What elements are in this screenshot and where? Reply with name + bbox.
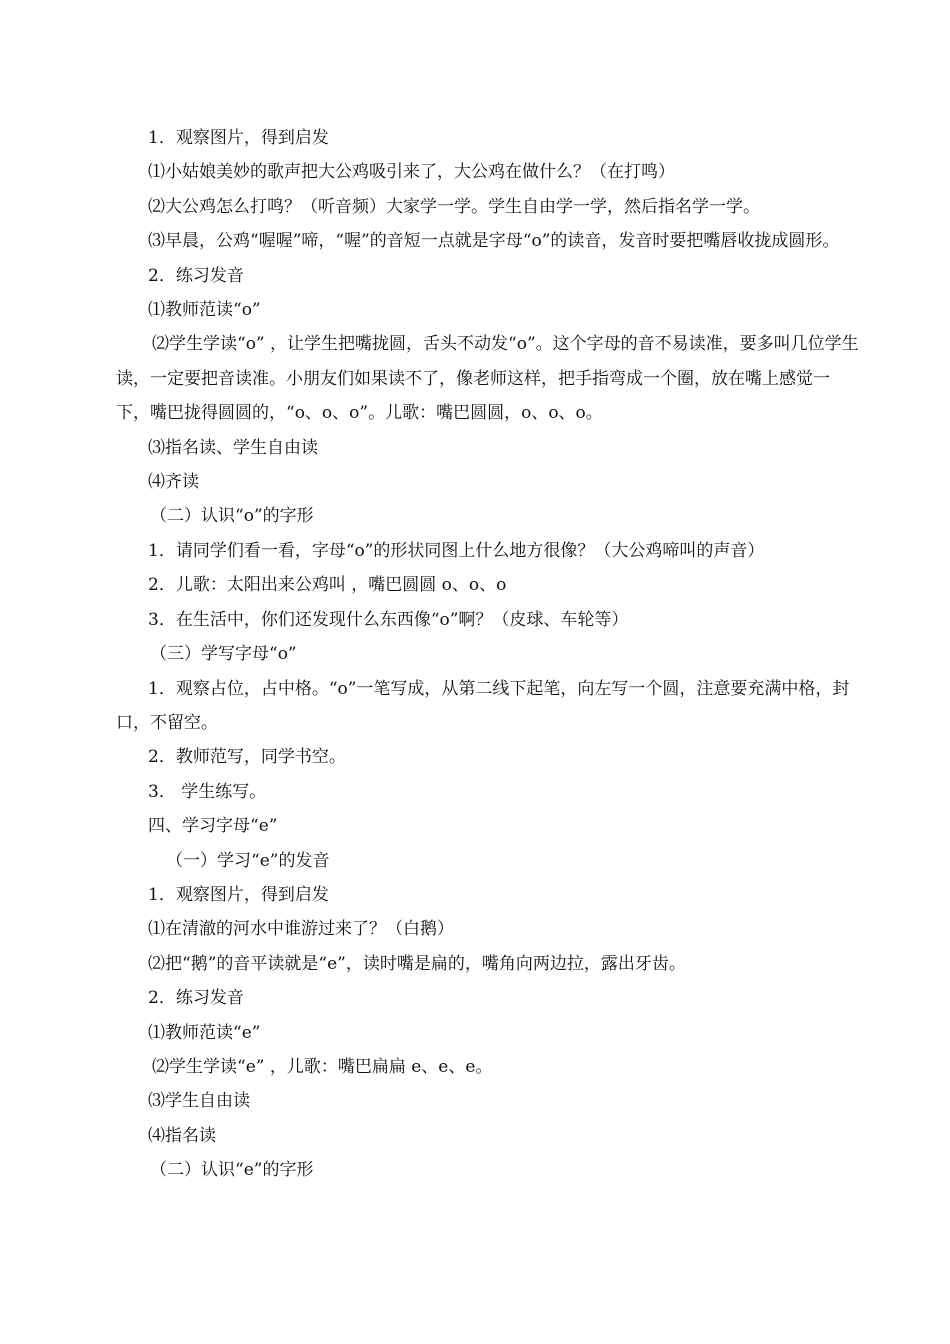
paragraph: 2．教师范写，同学书空。 [148,747,346,768]
paragraph: （三）学写字母“o” [150,644,297,665]
paragraph: （一）学习“e”的发音 [166,850,330,871]
paragraph: ⑶指名读、学生自由读 [148,437,318,458]
paragraph: 1．观察图片，得到启发 [148,884,329,905]
paragraph: （二）认识“o”的字形 [150,506,314,527]
document-body [116,121,862,1188]
paragraph: ⑶学生自由读 [148,1091,250,1112]
paragraph: 3．在生活中，你们还发现什么东西像“o”啊？（皮球、车轮等） [148,609,629,630]
paragraph: ⑶早晨，公鸡“喔喔”啼，“喔”的音短一点就是字母“o”的读音，发音时要把嘴唇收拢成圆形。 [148,231,840,252]
paragraph: 3． 学生练写。 [148,781,267,802]
paragraph: ⑴小姑娘美妙的歌声把大公鸡吸引来了，大公鸡在做什么？（在打鸣） [148,162,675,183]
paragraph: 2．儿歌：太阳出来公鸡叫 ，嘴巴圆圆 o、o、o [148,575,507,596]
paragraph: ⑷指名读 [148,1125,216,1146]
paragraph: ⑵学生学读“o” ，让学生把嘴拢圆，舌头不动发“o”。这个字母的音不易读准，要多叫几位学生读，一定要把音读准。小朋友们如果读不了，像老师这样，把手指弯成一个圈，放在嘴上感觉一下，嘴巴拢得圆圆的，“o、o、o”。儿歌：嘴巴圆圆，o、o、o。 [116,334,859,424]
paragraph: ⑴在清澈的河水中谁游过来了？（白鹅） [148,919,454,940]
paragraph: ⑵把“鹅”的音平读就是“e”，读时嘴是扁的，嘴角向两边拉，露出牙齿。 [148,953,686,974]
paragraph: 1．观察占位，占中格。“o”一笔写成，从第二线下起笔，向左写一个圆，注意要充满中格，封口，不留空。 [116,678,850,733]
paragraph: 2．练习发音 [148,988,244,1009]
paragraph: ⑵大公鸡怎么打鸣？（听音频）大家学一学。学生自由学一学，然后指名学一学。 [148,196,760,217]
paragraph: ⑵学生学读“e” ，儿歌：嘴巴扁扁 e、e、e。 [152,1056,493,1077]
paragraph: 1．观察图片，得到启发 [148,128,329,148]
paragraph: 四、学习字母“e” [148,816,278,837]
paragraph: 1．请同学们看一看，字母“o”的形状同图上什么地方很像？（大公鸡啼叫的声音） [148,540,765,561]
paragraph: ⑴教师范读“e” [148,1022,261,1043]
paragraph: ⑷齐读 [148,472,199,493]
paragraph: 2．练习发音 [148,265,244,286]
paragraph: （二）认识“e”的字形 [150,1160,314,1181]
paragraph: ⑴教师范读“o” [148,300,261,321]
